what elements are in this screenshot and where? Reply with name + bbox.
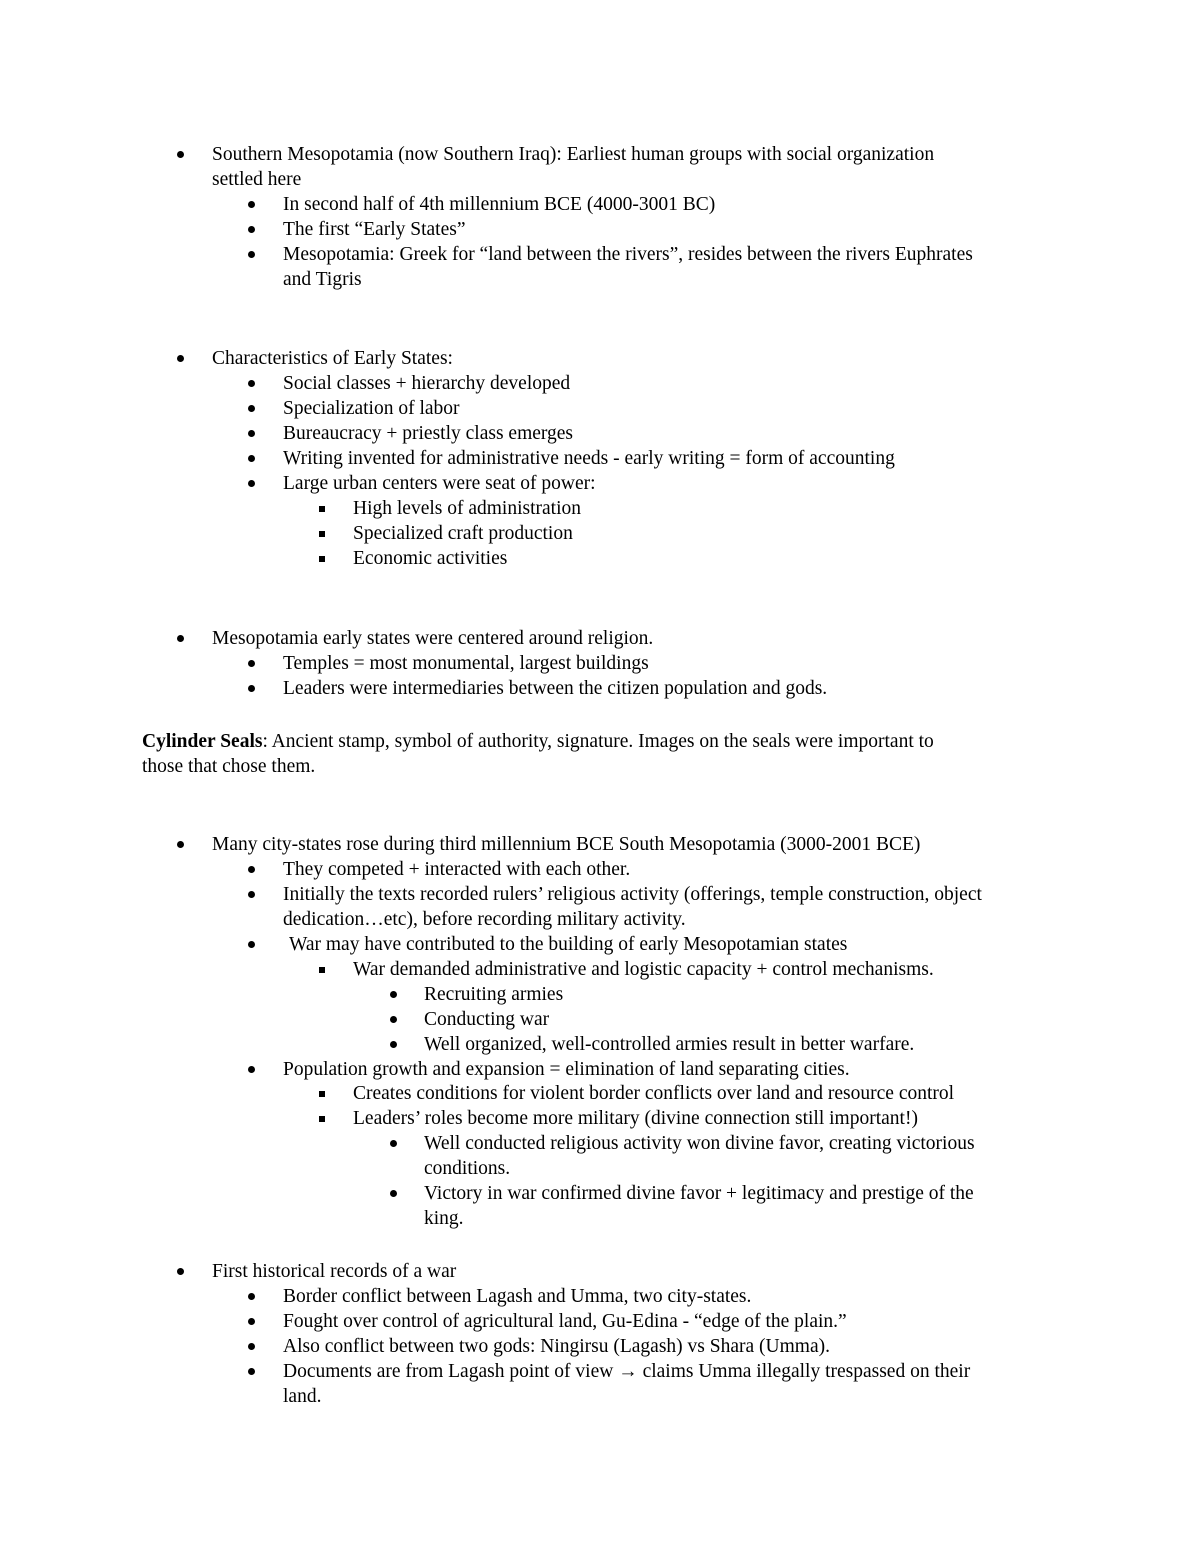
level4-bullet-text-continuation: king. — [424, 1208, 464, 1229]
level4-bullet-text: Well organized, well-controlled armies result in better warfare. — [424, 1034, 915, 1055]
bullet-icon — [390, 1131, 398, 1156]
bullet-icon — [248, 1284, 256, 1309]
square-bullet-icon — [319, 957, 327, 982]
bullet-icon — [248, 471, 256, 496]
bullet-text: Southern Mesopotamia (now Southern Iraq): Earliest human groups with social organization — [212, 144, 935, 165]
sub-bullet-text-continuation: dedication…etc), before recording military activity. — [283, 909, 686, 930]
bullet-icon — [248, 882, 256, 907]
bullet-icon — [248, 192, 256, 217]
sub-bullet-text: War may have contributed to the building of early Mesopotamian states — [289, 934, 848, 955]
bullet-text-continuation: settled here — [212, 169, 302, 190]
definition-paragraph — [142, 729, 934, 754]
sub-bullet-text-continuation: land. — [283, 1386, 322, 1407]
bullet-icon — [177, 142, 185, 167]
sub-sub-bullet-text: Economic activities — [353, 548, 508, 569]
sub-bullet-text: Border conflict between Lagash and Umma, two city-states. — [283, 1286, 752, 1307]
bullet-icon — [177, 1259, 185, 1284]
sub-sub-bullet-text: Leaders’ roles become more military (divine connection still important!) — [353, 1108, 918, 1129]
bullet-icon — [248, 1359, 256, 1384]
bullet-icon — [248, 371, 256, 396]
bullet-icon — [248, 1057, 256, 1082]
level4-bullet-text-continuation: conditions. — [424, 1158, 511, 1179]
bullet-icon — [248, 1309, 256, 1334]
sub-bullet-text: Initially the texts recorded rulers’ religious activity (offerings, temple construction, object — [283, 884, 982, 905]
bullet-icon — [248, 396, 256, 421]
sub-bullet-text: Fought over control of agricultural land, Gu-Edina - “edge of the plain.” — [283, 1311, 847, 1332]
bullet-icon — [248, 1334, 256, 1359]
sub-bullet-text: Mesopotamia: Greek for “land between the rivers”, resides between the rivers Euphrates — [283, 244, 973, 265]
level4-bullet-text: Conducting war — [424, 1009, 550, 1030]
bullet-icon — [390, 1181, 398, 1206]
bullet-icon — [248, 932, 256, 957]
sub-sub-bullet-text: High levels of administration — [353, 498, 582, 519]
square-bullet-icon — [319, 546, 327, 571]
level4-bullet-text: Recruiting armies — [424, 984, 564, 1005]
sub-sub-bullet-text: Specialized craft production — [353, 523, 573, 544]
definition-text-continuation: those that chose them. — [142, 756, 316, 777]
bullet-icon — [390, 1007, 398, 1032]
definition-term: Cylinder Seals — [142, 731, 263, 752]
sub-bullet-text: Social classes + hierarchy developed — [283, 373, 571, 394]
sub-bullet-text: Also conflict between two gods: Ningirsu (Lagash) vs Shara (Umma). — [283, 1336, 830, 1357]
level4-bullet-text: Well conducted religious activity won divine favor, creating victorious — [424, 1133, 975, 1154]
square-bullet-icon — [319, 496, 327, 521]
sub-bullet-text: Population growth and expansion = elimination of land separating cities. — [283, 1059, 850, 1080]
bullet-icon — [248, 446, 256, 471]
bullet-icon — [248, 242, 256, 267]
bullet-icon — [390, 982, 398, 1007]
bullet-icon — [177, 832, 185, 857]
bullet-icon — [248, 421, 256, 446]
bullet-icon — [390, 1032, 398, 1057]
square-bullet-icon — [319, 521, 327, 546]
sub-bullet-text: Leaders were intermediaries between the citizen population and gods. — [283, 678, 828, 699]
sub-bullet-text: The first “Early States” — [283, 219, 466, 240]
sub-bullet-text: They competed + interacted with each other. — [283, 859, 631, 880]
sub-bullet-text: Temples = most monumental, largest buildings — [283, 653, 649, 674]
bullet-icon — [177, 346, 185, 371]
bullet-text: Many city-states rose during third millennium BCE South Mesopotamia (3000-2001 BCE) — [212, 834, 921, 855]
sub-bullet-text: Large urban centers were seat of power: — [283, 473, 596, 494]
sub-bullet-text: Bureaucracy + priestly class emerges — [283, 423, 574, 444]
sub-bullet-text: Specialization of labor — [283, 398, 460, 419]
bullet-icon — [248, 651, 256, 676]
sub-bullet-text-continuation: and Tigris — [283, 269, 362, 290]
sub-sub-bullet-text: Creates conditions for violent border conflicts over land and resource control — [353, 1083, 955, 1104]
bullet-icon — [248, 676, 256, 701]
square-bullet-icon — [319, 1106, 327, 1131]
bullet-text: Characteristics of Early States: — [212, 348, 453, 369]
bullet-text: First historical records of a war — [212, 1261, 457, 1282]
bullet-text: Mesopotamia early states were centered around religion. — [212, 628, 654, 649]
definition-text: : Ancient stamp, symbol of authority, signature. Images on the seals were important to — [262, 731, 934, 752]
sub-bullet-text: Documents are from Lagash point of view → claims Umma illegally trespassed on their — [283, 1361, 971, 1382]
sub-sub-bullet-text: War demanded administrative and logistic capacity + control mechanisms. — [353, 959, 934, 980]
sub-bullet-text: In second half of 4th millennium BCE (4000-3001 BC) — [283, 194, 716, 215]
sub-bullet-text: Writing invented for administrative needs - early writing = form of accounting — [283, 448, 895, 469]
bullet-icon — [248, 217, 256, 242]
level4-bullet-text: Victory in war confirmed divine favor + legitimacy and prestige of the — [424, 1183, 974, 1204]
bullet-icon — [248, 857, 256, 882]
square-bullet-icon — [319, 1081, 327, 1106]
bullet-icon — [177, 626, 185, 651]
